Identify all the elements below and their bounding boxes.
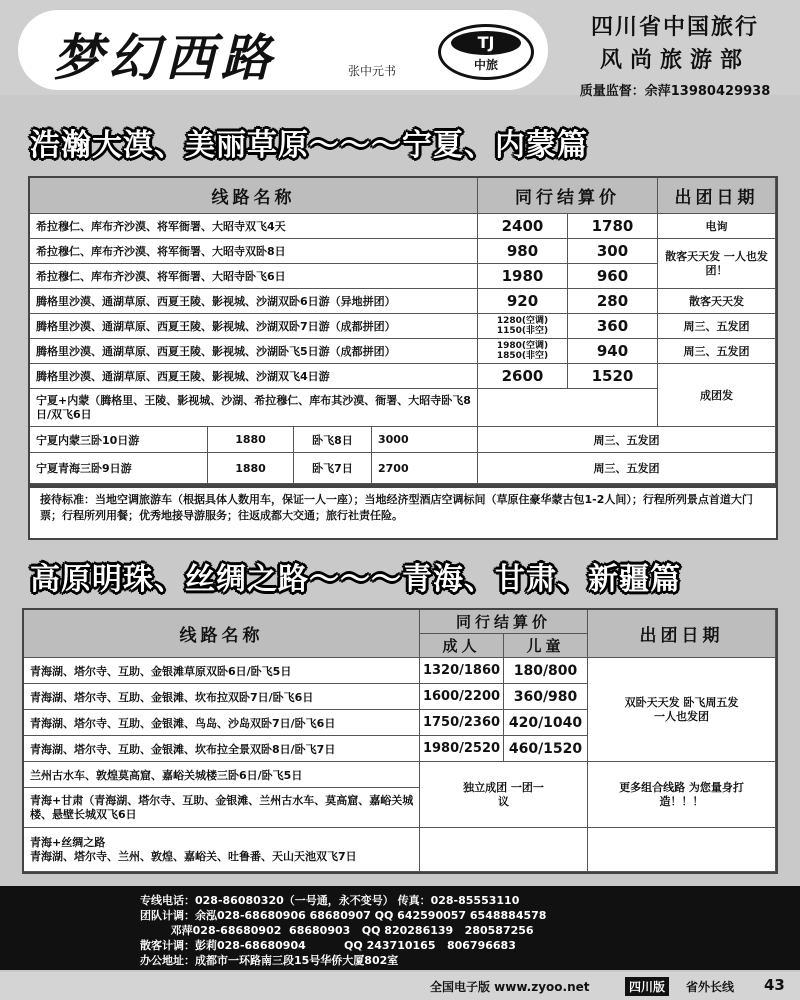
contact-footer [0, 886, 800, 970]
price-peer-dual [478, 314, 568, 339]
date-inquire: 电询 [658, 214, 776, 239]
combo-route: 宁夏+内蒙（腾格里、王陵、影视城、沙湖、希拉穆仁、库布其沙漠、衙署、大昭寺卧飞8日/双飞6日 [30, 389, 478, 427]
date-daily-2: 散客天天发 [658, 289, 776, 314]
calligraphy-logo: 梦幻西路 [53, 28, 277, 87]
price-peer: 2400 [478, 214, 568, 239]
date-wed-fri-2: 周三、五发团 [658, 339, 776, 364]
price-peer-dual [478, 339, 568, 364]
custom-date: 更多组合线路 为您量身打造！！！ [588, 762, 776, 828]
price-second: 940 [568, 339, 658, 364]
price-non-aircon: 1850(非空) [496, 351, 549, 361]
date-wed-fri: 周三、五发团 [478, 427, 776, 453]
custom-date-empty [588, 828, 776, 872]
price-adult: 1600/2200 [420, 684, 504, 710]
col-route-header: 线路名称 [24, 610, 420, 658]
page-number: 43 [764, 976, 785, 994]
individual-planner: 散客计调：彭莉028-68680904 QQ 243710165 806796683 [140, 939, 516, 952]
price-peer: 1980 [478, 264, 568, 289]
quality-supervisor: 质量监督：余萍13980429938 [579, 84, 771, 99]
fly-label: 卧飞7日 [294, 453, 372, 484]
edition-badge: 四川版 [625, 977, 669, 996]
agency-info [560, 10, 790, 99]
calligraphy-signature: 张中元书 [348, 64, 397, 78]
table-row-route: 腾格里沙漠、通湖草原、西夏王陵、影视城、沙湖双卧7日游（成都拼团） [30, 314, 478, 339]
category-label: 省外长线 [686, 980, 735, 994]
price-peer: 2600 [478, 364, 568, 389]
table-row-route: 腾格里沙漠、通湖草原、西夏王陵、影视城、沙湖卧飞5日游（成都拼团） [30, 339, 478, 364]
col-route-header: 线路名称 [30, 178, 478, 214]
table-row-route: 青海+甘肃（青海湖、塔尔寺、互助、金银滩、兰州古水车、莫高窟、嘉峪关城楼、悬壁长城双飞6日 [24, 788, 420, 828]
table-row-route: 希拉穆仁、库布齐沙漠、将军衙署、大昭寺卧飞6日 [30, 264, 478, 289]
table-row-route: 青海湖、塔尔寺、互助、金银滩、坎布拉全景双卧8日/卧飞7日 [24, 736, 420, 762]
table-row-route: 宁夏青海三卧9日游 [30, 453, 208, 484]
office-address: 办公地址：成都市一环路南三段15号华侨大厦802室 [140, 954, 399, 967]
page-footer [0, 972, 800, 1000]
combo-price-empty [478, 389, 658, 427]
price-adult: 1980/2520 [420, 736, 504, 762]
col-date-header: 出团日期 [588, 610, 776, 658]
price-non-aircon: 1150(非空) [496, 326, 549, 336]
price-peer: 920 [478, 289, 568, 314]
silk-road-route [24, 828, 420, 872]
price-second: 300 [568, 239, 658, 264]
table-row-route: 宁夏内蒙三卧10日游 [30, 427, 208, 453]
table-row-route: 兰州古水车、敦煌莫高窟、嘉峪关城楼三卧6日/卧飞5日 [24, 762, 420, 788]
emblem-caption: 中旅 [473, 58, 498, 72]
section1-table [28, 176, 778, 486]
price-second: 360 [568, 314, 658, 339]
price-second: 1520 [568, 364, 658, 389]
silk-road-route-detail: 青海湖、塔尔寺、兰州、敦煌、嘉峪关、吐鲁番、天山天池双飞7日 [30, 849, 357, 863]
table-row-route: 青海湖、塔尔寺、互助、金银滩、鸟岛、沙岛双卧7日/卧飞6日 [24, 710, 420, 736]
price-adult: 1750/2360 [420, 710, 504, 736]
silk-road-route-title: 青海+丝绸之路 [30, 835, 106, 849]
emblem-mark: TJ [451, 31, 521, 55]
agency-name: 四川省中国旅行 [590, 15, 759, 40]
table-row-route: 腾格里沙漠、通湖草原、西夏王陵、影视城、沙湖双飞4日游 [30, 364, 478, 389]
date-on-group: 成团发 [658, 364, 776, 427]
table-row-route: 希拉穆仁、库布齐沙漠、将军衙署、大昭寺双飞4天 [30, 214, 478, 239]
table-row-route: 青海湖、塔尔寺、互助、金银滩草原双卧6日/卧飞5日 [24, 658, 420, 684]
section1-title: 浩瀚大漠、美丽草原～～～宁夏、内蒙篇 [30, 128, 588, 163]
custom-price: 独立成团 一团一议 [420, 762, 588, 828]
group-planner-1: 团队计调：余泓028-68680906 68680907 QQ 642590057 6548884578 [140, 909, 547, 922]
col-date-header: 出团日期 [658, 178, 776, 214]
date-daily: 双卧天天发 卧飞周五发 一人也发团 [588, 658, 776, 762]
date-daily: 散客天天发 一人也发团！ [658, 239, 776, 289]
price-second: 1780 [568, 214, 658, 239]
price-child: 420/1040 [504, 710, 588, 736]
price-sleeper: 1880 [208, 453, 294, 484]
website-link[interactable]: 全国电子版 www.zyoo.net [430, 980, 590, 994]
section2-table [22, 608, 778, 874]
col-price-header: 同行结算价 [478, 178, 658, 214]
table-row-route: 腾格里沙漠、通湖草原、西夏王陵、影视城、沙湖双卧6日游（异地拼团） [30, 289, 478, 314]
service-standard-note: 接待标准：当地空调旅游车（根据具体人数用车，保证一人一座）；当地经济型酒店空调标间（草原住豪华蒙古包1-2人间）；行程所列景点首道大门票；行程所列用餐；优秀地接导游服务；往返成都大交通；旅行社责任险。 [40, 493, 753, 522]
agency-department: 风尚旅游部 [599, 48, 750, 73]
price-second: 960 [568, 264, 658, 289]
price-child: 180/800 [504, 658, 588, 684]
section1-note-box [28, 486, 778, 540]
price-fly: 2700 [372, 453, 478, 484]
price-fly: 3000 [372, 427, 478, 453]
logo-banner [18, 10, 548, 90]
price-second: 280 [568, 289, 658, 314]
fly-label: 卧飞8日 [294, 427, 372, 453]
table-row-route: 希拉穆仁、库布齐沙漠、将军衙署、大昭寺双卧8日 [30, 239, 478, 264]
price-sleeper: 1880 [208, 427, 294, 453]
custom-price-empty [420, 828, 588, 872]
col-price-header: 同行结算价 [420, 610, 588, 634]
price-peer: 980 [478, 239, 568, 264]
date-wed-fri: 周三、五发团 [658, 314, 776, 339]
hotline: 专线电话：028-86080320（一号通，永不变号） 传真：028-85553110 [140, 894, 520, 907]
table-row-route: 青海湖、塔尔寺、互助、金银滩、坎布拉双卧7日/卧飞6日 [24, 684, 420, 710]
price-aircon: 1980(空调) [496, 341, 549, 351]
header [0, 0, 800, 99]
agency-emblem-icon [438, 24, 534, 80]
price-adult: 1320/1860 [420, 658, 504, 684]
group-planner-2: 邓萍028-68680902 68680903 QQ 820286139 280587256 [140, 924, 534, 937]
section2-title: 高原明珠、丝绸之路～～～青海、甘肃、新疆篇 [30, 562, 681, 597]
col-child-header: 儿童 [504, 634, 588, 658]
price-child: 360/980 [504, 684, 588, 710]
col-adult-header: 成人 [420, 634, 504, 658]
price-aircon: 1280(空调) [496, 316, 549, 326]
date-wed-fri: 周三、五发团 [478, 453, 776, 484]
price-child: 460/1520 [504, 736, 588, 762]
